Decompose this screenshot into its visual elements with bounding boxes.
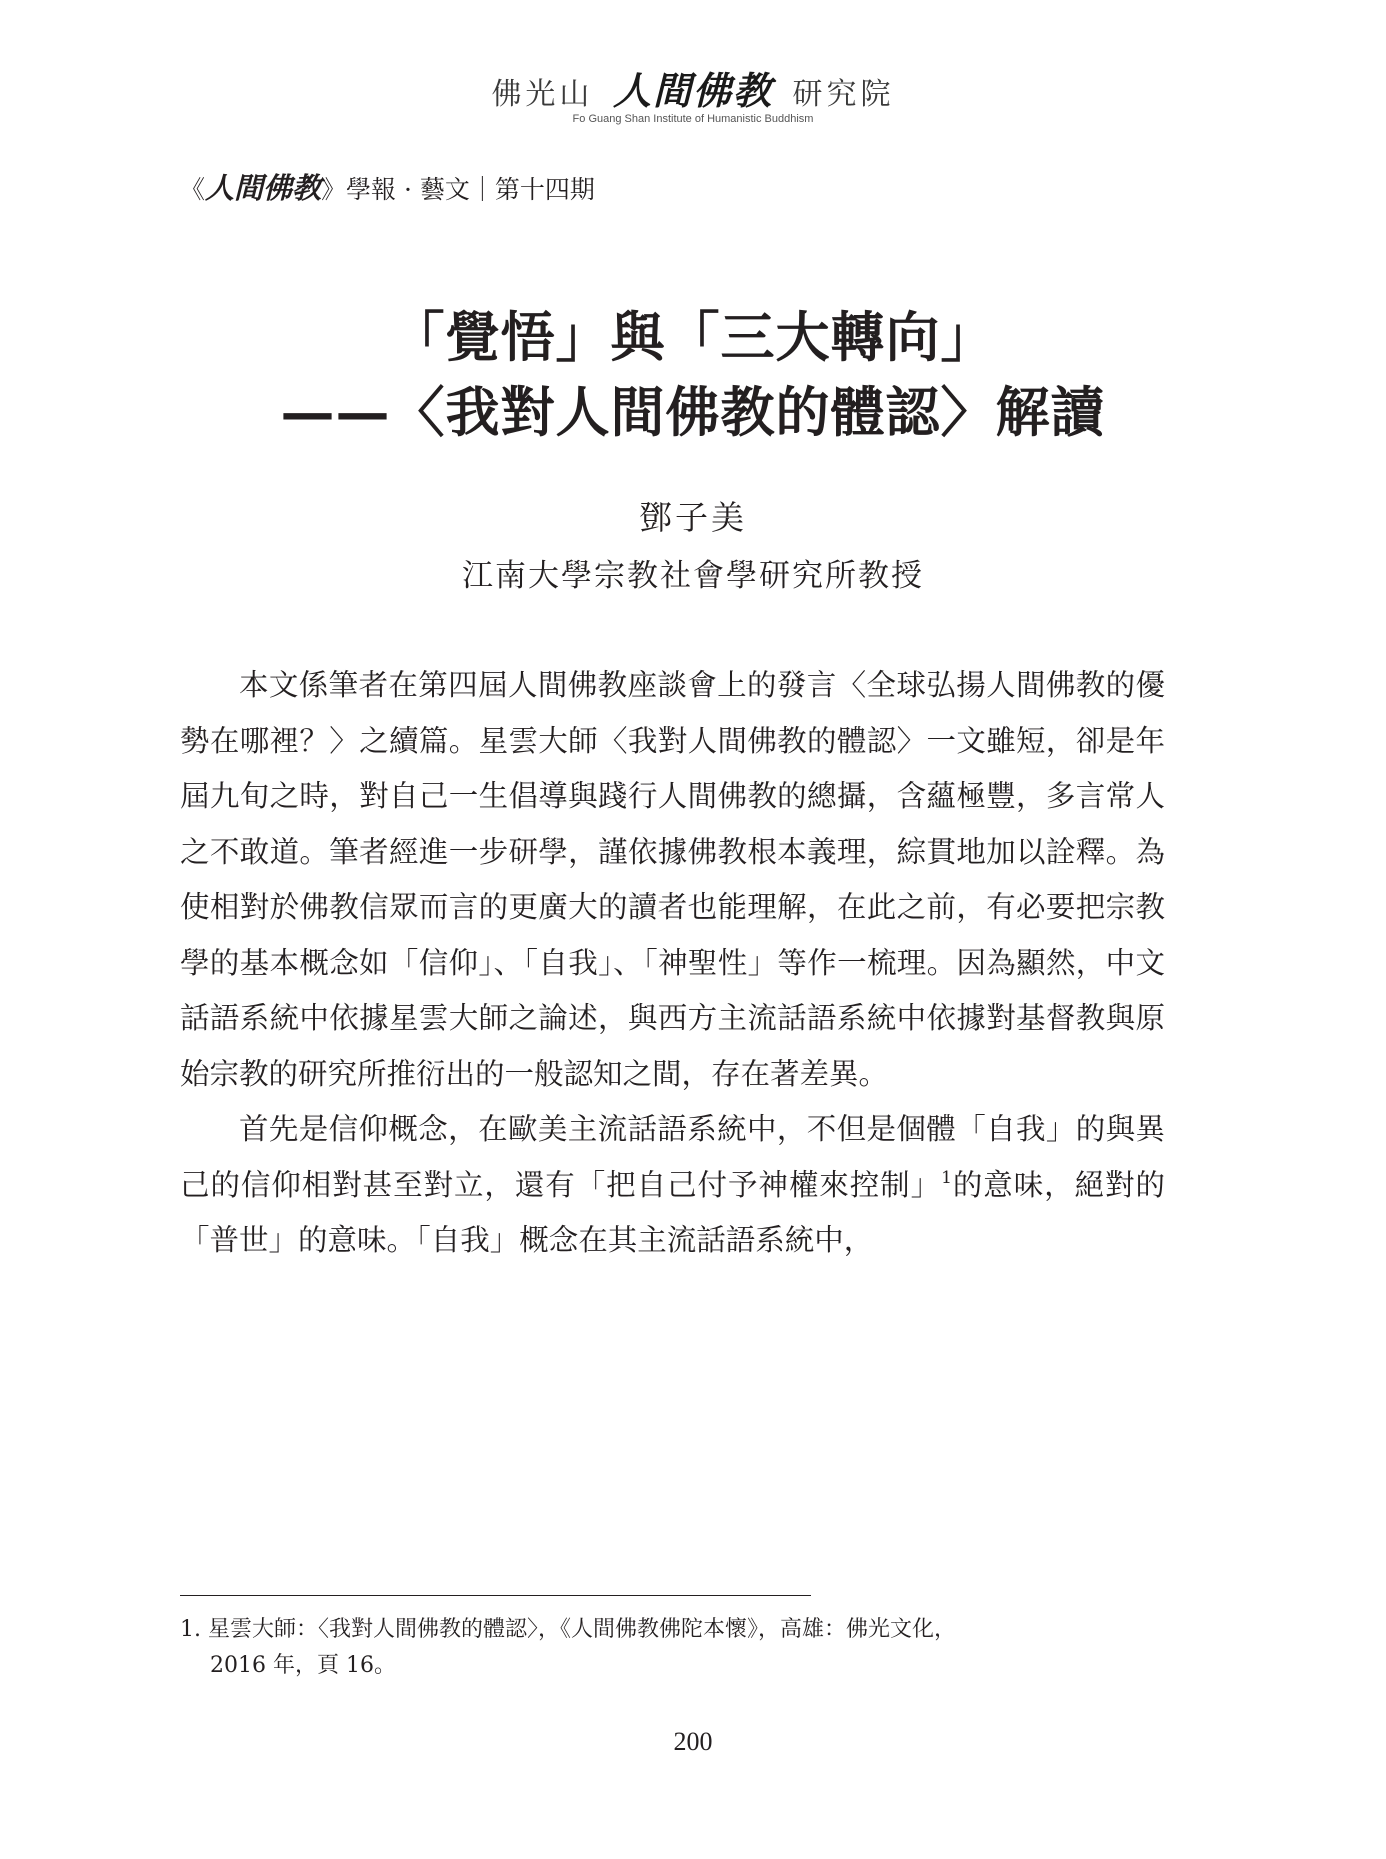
paragraph-1: 本文係筆者在第四屆人間佛教座談會上的發言〈全球弘揚人間佛教的優勢在哪裡？〉之續篇。星雲大師〈我對人間佛教的體認〉一文雖短，卻是年屆九旬之時，對自己一生倡導與踐行人間佛教的總攝，含蘊極豐，多言常人之不敢道。筆者經進一步研學，謹依據佛教根本義理，綜貫地加以詮釋。為使相對於佛教信眾而言的更廣大的讀者也能理解，在此之前，有必要把宗教學的基本概念如「信仰」、「自我」、「神聖性」等作一梳理。因為顯然，中文話語系統中依據星雲大師之論述，與西方主流話語系統中依據對基督教與原始宗教的研究所推衍出的一般認知之間，存在著差異。 bbox=[180, 668, 1165, 1091]
page-number: 200 bbox=[673, 1727, 713, 1756]
masthead bbox=[0, 60, 1386, 115]
article-body bbox=[180, 658, 1165, 1269]
masthead-right-text: 研究院 bbox=[792, 77, 895, 112]
journal-logo: 人間佛教 bbox=[205, 171, 322, 205]
paragraph-2-text-after: 的意味，絕對的「普世」的意味。「自我」概念在其主流話語系統中， bbox=[180, 1167, 1165, 1257]
journal-issue: 》學報 · 藝文｜第十四期 bbox=[321, 175, 595, 204]
paragraph-2 bbox=[180, 1102, 1165, 1269]
article-title-line-1: 「覺悟」與「三大轉向」 bbox=[390, 305, 996, 369]
masthead-english: Fo Guang Shan Institute of Humanistic Buddhism bbox=[572, 113, 814, 125]
journal-open-bracket: 《 bbox=[180, 175, 206, 204]
masthead-left-text: 佛光山 bbox=[491, 77, 594, 112]
footnote-reference[interactable]: 1 bbox=[941, 1167, 952, 1188]
footnote-line-2: 2016 年，頁 16。 bbox=[210, 1653, 396, 1678]
masthead-logo: 人間佛教 bbox=[612, 68, 773, 113]
journal-header bbox=[180, 166, 595, 207]
footnote-line-1: 1. 星雲大師：〈我對人間佛教的體認〉，《人間佛教佛陀本懷》，高雄：佛光文化， bbox=[180, 1617, 956, 1642]
footnote bbox=[180, 1612, 1165, 1684]
author-affiliation: 江南大學宗教社會學研究所教授 bbox=[462, 558, 924, 594]
paragraph-2-text-before: 首先是信仰概念，在歐美主流話語系統中，不但是個體「自我」的與異己的信仰相對甚至對立，還有「把自己付予神權來控制」 bbox=[180, 1112, 1165, 1202]
author-name: 鄧子美 bbox=[639, 498, 747, 537]
footnote-divider bbox=[180, 1595, 811, 1596]
article-title-line-2: ——〈我對人間佛教的體認〉解讀 bbox=[280, 380, 1106, 444]
